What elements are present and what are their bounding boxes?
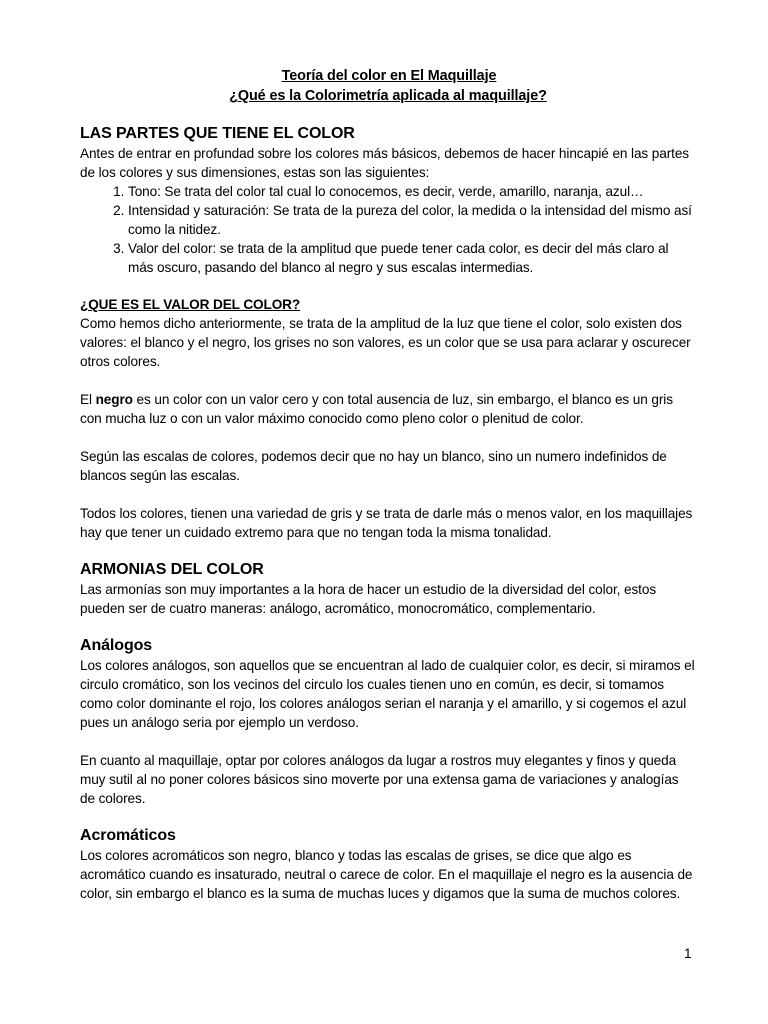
paragraph-analogos-1: Los colores análogos, son aquellos que se encuentran al lado de cualquier color, es decir, si miramos el circulo cromático, son los vecinos del circulo los cuales tienen uno en común, es decir, si tomamos como color dominante el rojo, los colores análogos serian el naranja y el amarillo, y si cogemos el azul pues un análogo seria por ejemplo un verdoso. — [80, 658, 695, 730]
paragraph-valor-2-after: es un color con un valor cero y con total ausencia de luz, sin embargo, el blanco es un gris con mucha luz o con un valor máximo conocido como pleno color o plenitud de color. — [80, 392, 673, 426]
paragraph-acromaticos-1: Los colores acromáticos son negro, blanco y todas las escalas de grises, se dice que algo es acromático cuando es insaturado, neutral o carece de color. En el maquillaje el negro es la ausencia de color, sin embargo el blanco es la suma de muchas luces y digamos que la suma de muchos colores. — [80, 848, 693, 901]
list-partes-color — [80, 182, 696, 277]
paragraph-valor-2-before: El — [80, 392, 96, 407]
paragraph-valor-1: Como hemos dicho anteriormente, se trata de la amplitud de la luz que tiene el color, solo existen dos valores: el blanco y el negro, los grises no son valores, es un color que se usa para aclarar y oscurecer otros colores. — [80, 316, 691, 369]
heading-armonias-color: ARMONIAS DEL COLOR — [80, 561, 264, 578]
heading-analogos: Análogos — [80, 637, 153, 654]
paragraph-analogos-2: En cuanto al maquillaje, optar por colores análogos da lugar a rostros muy elegantes y finos y queda muy sutil al no poner colores básicos sino moverte por una extensa gama de variaciones y analogías de colores. — [80, 753, 679, 806]
paragraph-valor-2-bold: negro — [95, 392, 133, 407]
document-subtitle: ¿Qué es la Colorimetría aplicada al maquillaje? — [229, 88, 547, 104]
paragraph-valor-4: Todos los colores, tienen una variedad de gris y se trata de darle más o menos valor, en los maquillajes hay que tener un cuidado extremo para que no tengan toda la misma tonalidad. — [80, 506, 693, 540]
page-number: 1 — [684, 946, 692, 961]
document-title: Teoría del color en El Maquillaje — [281, 68, 497, 84]
heading-valor-color: ¿QUE ES EL VALOR DEL COLOR? — [80, 297, 301, 312]
paragraph-partes-intro: Antes de entrar en profundad sobre los colores más básicos, debemos de hacer hincapié en las partes de los colores y sus dimensiones, estas son las siguientes: — [80, 146, 689, 180]
list-item-valor: 3. Valor del color: se trata de la amplitud que puede tener cada color, es decir del más claro al más oscuro, pasando del blanco al negro y sus escalas intermedias. — [128, 239, 696, 277]
list-item-intensidad: 2. Intensidad y saturación: Se trata de la pureza del color, la medida o la intensidad del mismo así como la nitidez. — [128, 201, 696, 239]
paragraph-armonias-1: Las armonías son muy importantes a la hora de hacer un estudio de la diversidad del color, estos pueden ser de cuatro maneras: análogo, acromático, monocromático, complementario. — [80, 582, 657, 616]
paragraph-valor-2 — [80, 390, 696, 428]
list-item-tono: 1. Tono: Se trata del color tal cual lo conocemos, es decir, verde, amarillo, naranja, azul… — [128, 182, 696, 201]
paragraph-valor-3: Según las escalas de colores, podemos decir que no hay un blanco, sino un numero indefinidos de blancos según las escalas. — [80, 449, 667, 483]
heading-acromaticos: Acromáticos — [80, 827, 176, 844]
heading-partes-color: LAS PARTES QUE TIENE EL COLOR — [80, 125, 355, 142]
